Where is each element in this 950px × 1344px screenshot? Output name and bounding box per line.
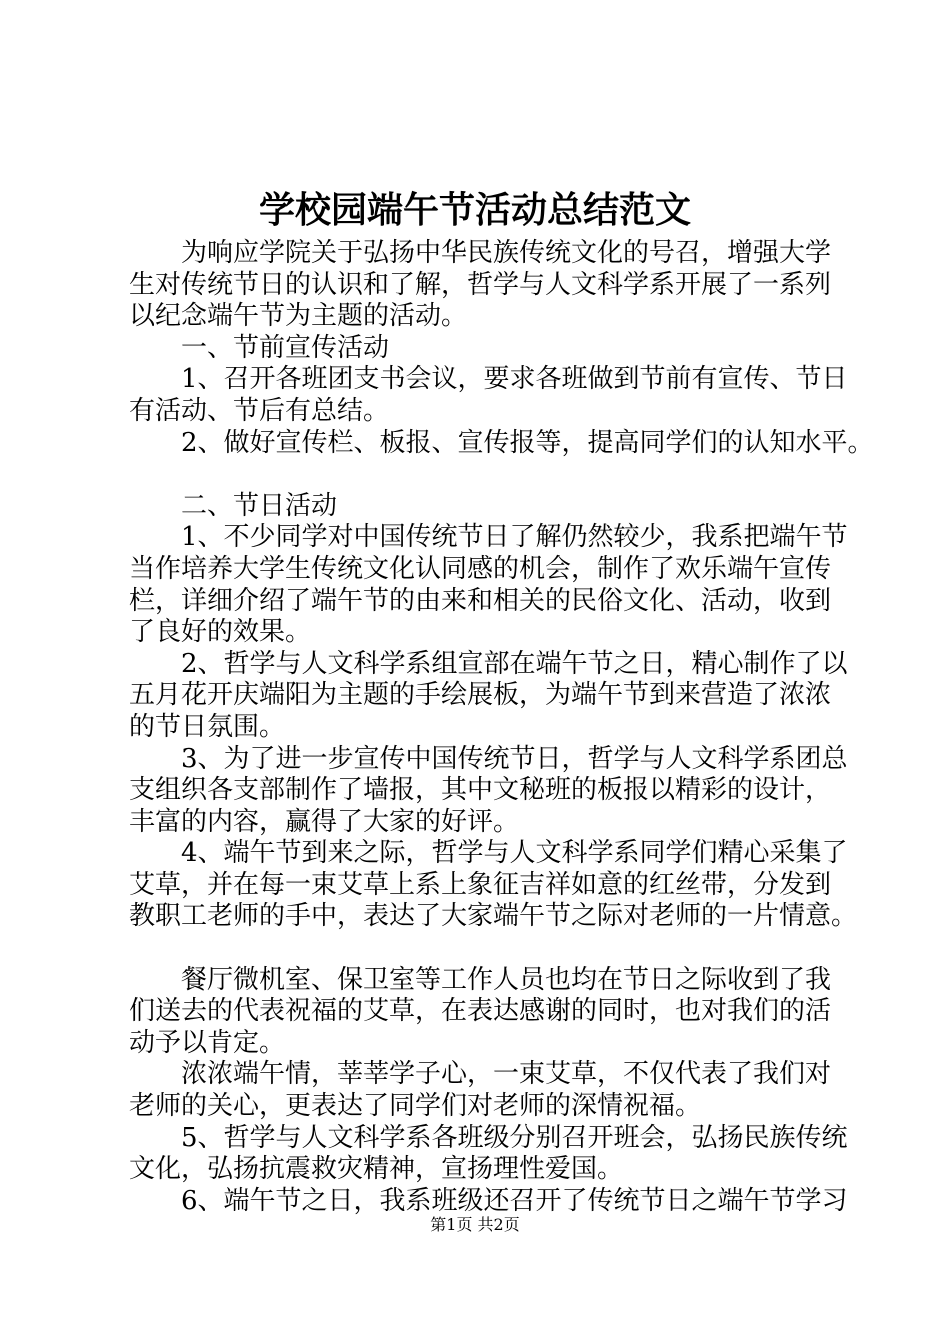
blank-line <box>129 933 851 965</box>
document-body <box>129 238 874 1217</box>
text-line: 以纪念端午节为主题的活动。 <box>129 301 468 332</box>
text-line: 教职工老师的手中，表达了大家端午节之际对老师的一片情意。 <box>129 901 858 932</box>
text-line: 生对传统节日的认识和了解，哲学与人文科学系开展了一系列 <box>129 269 832 300</box>
text-line: 浓浓端午情，莘莘学子心，一束艾草，不仅代表了我们对 <box>129 1059 832 1090</box>
text-line: 二、节日活动 <box>129 490 338 521</box>
text-line: 5、哲学与人文科学系各班级分别召开班会，弘扬民族传统 <box>129 1122 848 1153</box>
text-line: 1、不少同学对中国传统节日了解仍然较少，我系把端午节 <box>129 522 848 553</box>
page-footer: 第1页 共2页 <box>430 1215 520 1234</box>
text-line: 当作培养大学生传统文化认同感的机会，制作了欢乐端午宣传 <box>129 553 832 584</box>
text-line: 老师的关心，更表达了同学们对老师的深情祝福。 <box>129 1091 702 1122</box>
text-line: 艾草，并在每一束艾草上系上象征吉祥如意的红丝带，分发到 <box>129 869 832 900</box>
text-line: 有活动、节后有总结。 <box>129 395 390 426</box>
text-line: 动予以肯定。 <box>129 1027 286 1058</box>
text-line: 五月花开庆端阳为主题的手绘展板，为端午节到来营造了浓浓 <box>129 680 832 711</box>
text-line: 为响应学院关于弘扬中华民族传统文化的号召，增强大学 <box>129 238 832 268</box>
text-line: 栏，详细介绍了端午节的由来和相关的民俗文化、活动，收到 <box>129 585 832 616</box>
text-line: 1、召开各班团支书会议，要求各班做到节前有宣传、节日 <box>129 364 848 395</box>
blank-line <box>129 459 851 491</box>
text-line: 6、端午节之日，我系班级还召开了传统节日之端午节学习 <box>129 1185 848 1216</box>
text-line: 支组织各支部制作了墙报，其中文秘班的板报以精彩的设计， <box>129 775 832 806</box>
text-line: 2、做好宣传栏、板报、宣传报等，提高同学们的认知水平。 <box>129 427 874 458</box>
text-line: 餐厅微机室、保卫室等工作人员也均在节日之际收到了我 <box>129 964 832 995</box>
text-line: 了良好的效果。 <box>129 617 312 648</box>
text-line: 文化，弘扬抗震救灾精神，宣扬理性爱国。 <box>129 1154 624 1185</box>
text-line: 们送去的代表祝福的艾草，在表达感谢的同时，也对我们的活 <box>129 996 832 1027</box>
text-line: 4、端午节到来之际，哲学与人文科学系同学们精心采集了 <box>129 838 848 869</box>
text-line: 丰富的内容，赢得了大家的好评。 <box>129 806 520 837</box>
text-line: 的节日氛围。 <box>129 711 286 742</box>
text-line: 一、节前宣传活动 <box>129 332 390 363</box>
text-line: 2、哲学与人文科学系组宣部在端午节之日，精心制作了以 <box>129 648 848 679</box>
document-title: 学校园端午节活动总结范文 <box>258 189 691 231</box>
text-line: 3、为了进一步宣传中国传统节日，哲学与人文科学系团总 <box>129 743 848 774</box>
